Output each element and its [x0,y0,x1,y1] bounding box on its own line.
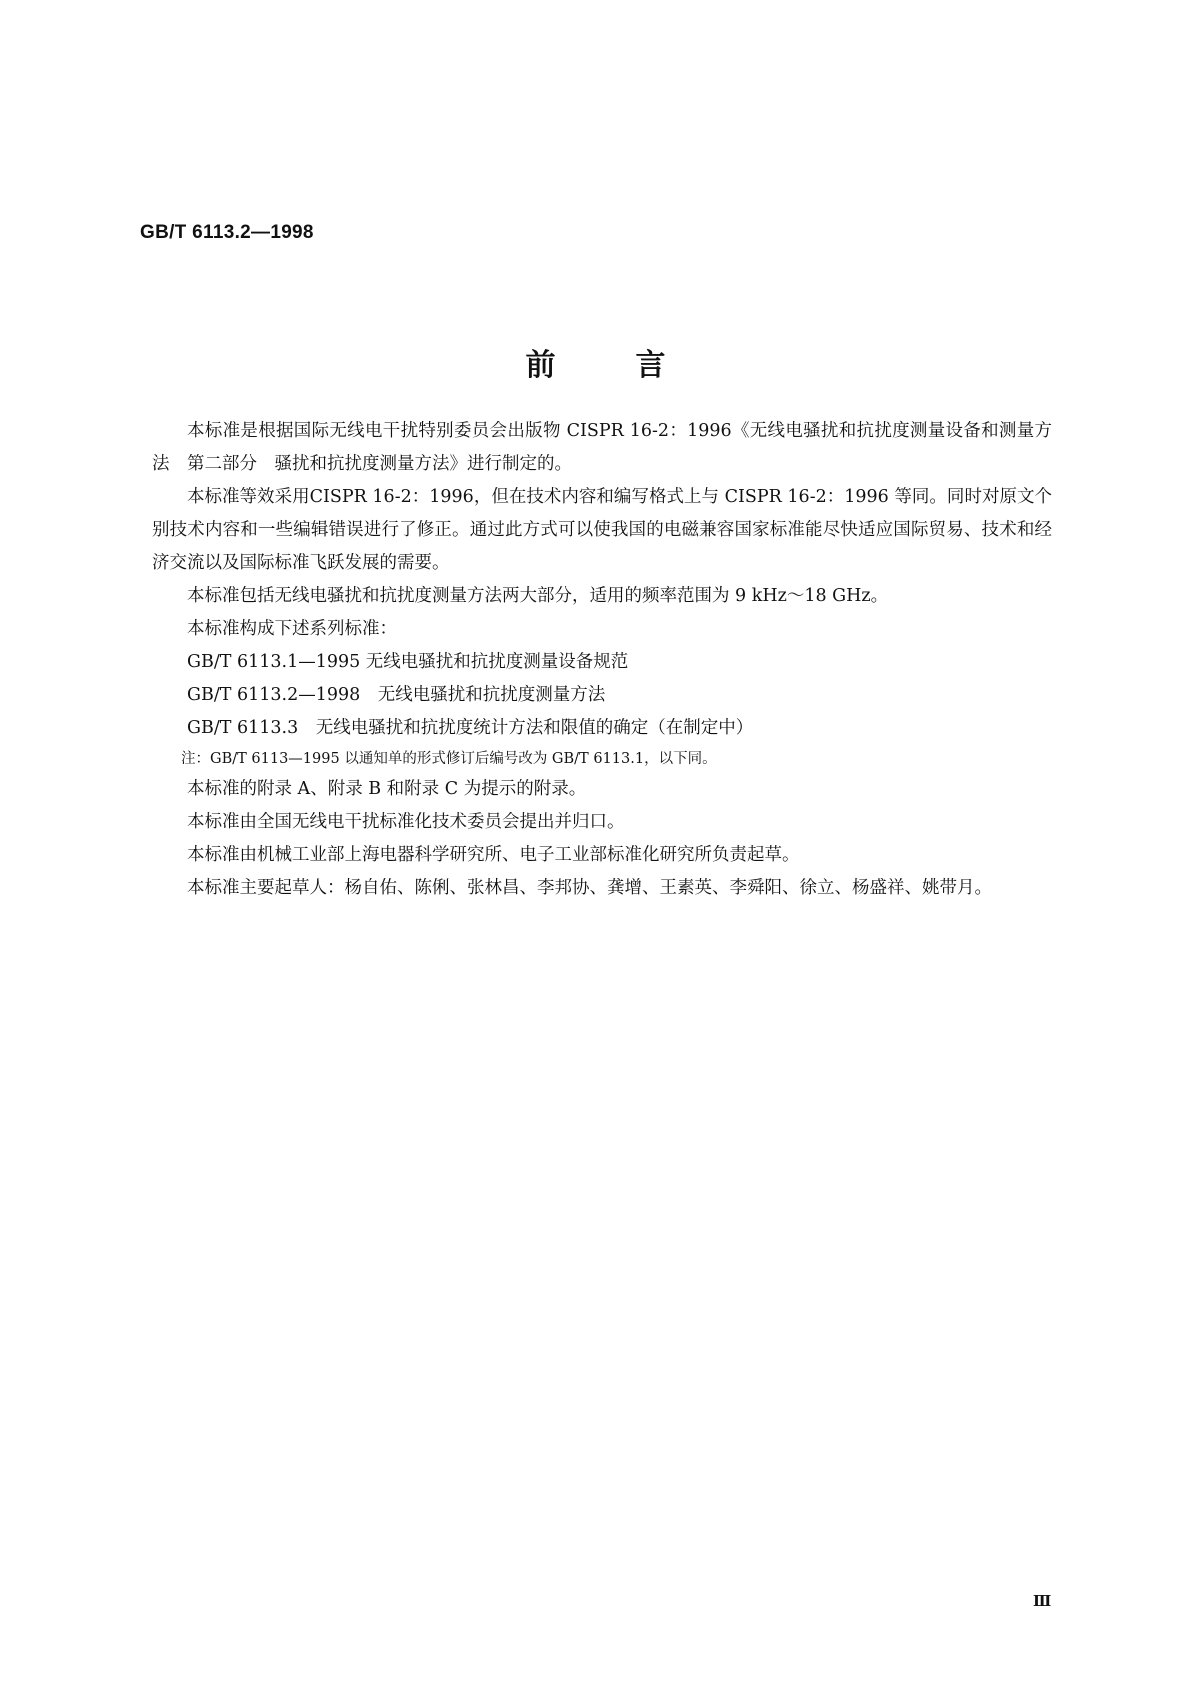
paragraph: 本标准的附录 A、附录 B 和附录 C 为提示的附录。 [187,779,587,799]
series-item: GB/T 6113.3 无线电骚扰和抗扰度统计方法和限值的确定（在制定中） [187,718,754,738]
paragraph: 本标准是根据国际无线电干扰特别委员会出版物 CISPR 16-2：1996《无线电骚扰和抗扰度测量设备和测量方法 第二部分 骚扰和抗扰度测量方法》进行制定的。 [152,421,1052,474]
paragraph: 本标准主要起草人：杨自佑、陈俐、张林昌、李邦协、龚增、王素英、李舜阳、徐立、杨盛祥、姚带月。 [187,878,992,898]
title-char-2: 言 [635,348,666,383]
note: 注：GB/T 6113—1995 以通知单的形式修订后编号改为 GB/T 6113.1，以下同。 [181,751,717,767]
series-item: GB/T 6113.1—1995 无线电骚扰和抗扰度测量设备规范 [187,652,629,672]
standard-code: GB/T 6113.2—1998 [140,222,314,243]
title-char-1: 前 [525,348,556,383]
paragraph: 本标准构成下述系列标准： [187,619,397,639]
paragraph: 本标准等效采用CISPR 16-2：1996，但在技术内容和编写格式上与 CISPR 16-2：1996 等同。同时对原文个别技术内容和一些编辑错误进行了修正。通过此方式可以使我国的电磁兼容国家标准能尽快适应国际贸易、技术和经济交流以及国际标准飞跃发展的需要。 [152,487,1052,573]
series-item: GB/T 6113.2—1998 无线电骚扰和抗扰度测量方法 [187,685,606,705]
foreword-body [152,415,1052,905]
paragraph: 本标准由全国无线电干扰标准化技术委员会提出并归口。 [187,812,625,832]
paragraph: 本标准包括无线电骚扰和抗扰度测量方法两大部分，适用的频率范围为 9 kHz～18 GHz。 [187,586,889,606]
page-title [0,346,1191,386]
paragraph: 本标准由机械工业部上海电器科学研究所、电子工业部标准化研究所负责起草。 [187,845,800,865]
page-number: Ⅲ [1033,1592,1052,1610]
